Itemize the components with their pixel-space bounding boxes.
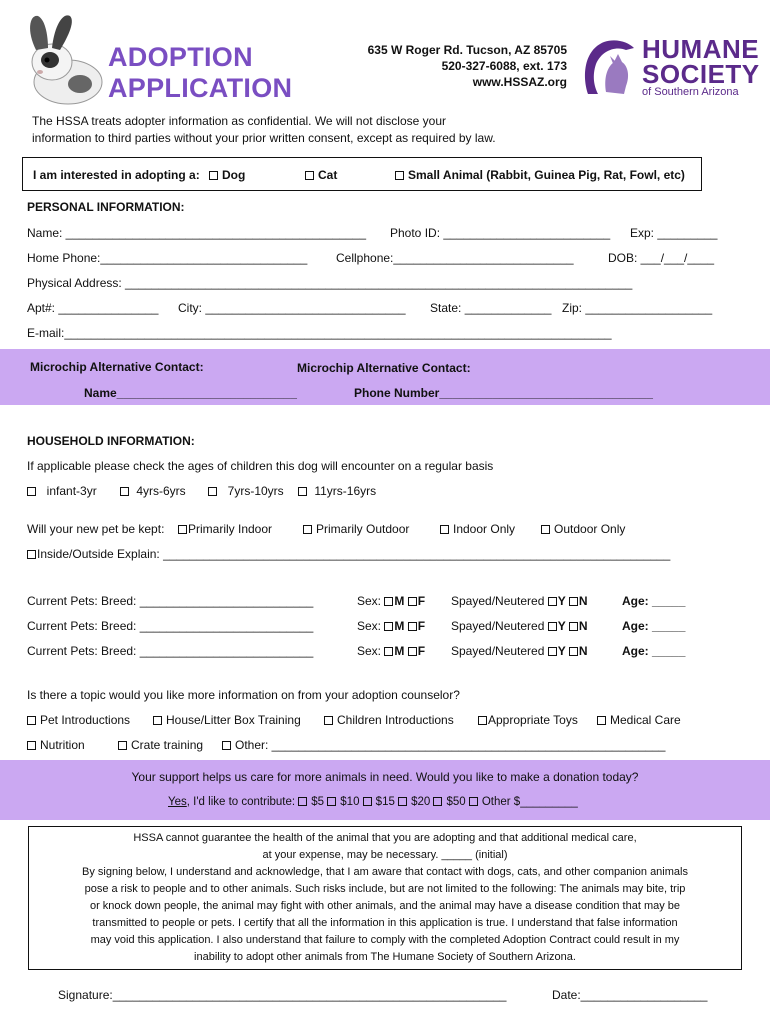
page-title bbox=[108, 42, 292, 104]
donation-5-label: $5 bbox=[311, 796, 325, 808]
legal-line-4: pose a risk to people and to other animals. Such risks include, but are not limited to the following: The animals may bite, trip bbox=[84, 883, 686, 895]
checkbox-icon[interactable] bbox=[303, 525, 312, 534]
kept-outdoor-only[interactable] bbox=[541, 522, 625, 536]
donation-yes: Yes bbox=[168, 796, 187, 808]
checkbox-icon[interactable] bbox=[408, 622, 417, 631]
rabbit-photo bbox=[22, 10, 104, 106]
checkbox-icon[interactable] bbox=[569, 597, 578, 606]
legal-line-2: at your expense, may be necessary. _____ (initial) bbox=[262, 849, 508, 861]
no-label: N bbox=[578, 594, 588, 608]
checkbox-icon[interactable] bbox=[324, 716, 333, 725]
primarily-indoor-label: Primarily Indoor bbox=[188, 522, 273, 536]
yes-label: Y bbox=[557, 619, 566, 633]
female-label: F bbox=[417, 594, 426, 608]
donation-50[interactable] bbox=[433, 796, 465, 808]
zip-field[interactable]: Zip: ___________________ bbox=[562, 301, 713, 315]
checkbox-icon[interactable] bbox=[469, 797, 478, 806]
house-training-label: House/Litter Box Training bbox=[166, 713, 301, 727]
photo-id-field[interactable]: Photo ID: _________________________ bbox=[390, 226, 611, 240]
primarily-outdoor-label: Primarily Outdoor bbox=[316, 522, 410, 536]
title-line-2: APPLICATION bbox=[108, 73, 293, 103]
yes-label: Y bbox=[557, 644, 566, 658]
male-label: M bbox=[394, 619, 405, 633]
logo-subtitle: of Southern Arizona bbox=[642, 86, 739, 98]
male-label: M bbox=[394, 644, 405, 658]
adoption-interest-box bbox=[22, 157, 702, 191]
donation-other[interactable] bbox=[469, 796, 578, 808]
outdoor-only-label: Outdoor Only bbox=[554, 522, 626, 536]
children-introductions-label: Children Introductions bbox=[337, 713, 454, 727]
topic-nutrition[interactable] bbox=[27, 738, 85, 752]
yes-label: Y bbox=[557, 594, 566, 608]
donation-prompt: Your support helps us care for more animals in need. Would you like to make a donation today? bbox=[131, 770, 639, 784]
microchip-label-1: Microchip Alternative Contact: bbox=[30, 360, 204, 374]
spayed-label: Spayed/Neutered bbox=[451, 644, 545, 658]
pet-row-1-spayed bbox=[451, 594, 588, 608]
checkbox-icon[interactable] bbox=[541, 525, 550, 534]
female-label: F bbox=[417, 619, 426, 633]
checkbox-icon[interactable] bbox=[569, 647, 578, 656]
name-field[interactable]: Name: _____________________________________________ bbox=[27, 226, 366, 240]
phone-number: 520-327-6088, ext. 173 bbox=[441, 59, 567, 73]
donation-50-label: $50 bbox=[446, 796, 466, 808]
pet-row-2-breed[interactable]: Current Pets: Breed: __________________________ bbox=[27, 619, 314, 633]
checkbox-icon[interactable] bbox=[27, 716, 36, 725]
apt-field[interactable]: Apt#: _______________ bbox=[27, 301, 159, 315]
age-infant[interactable] bbox=[27, 484, 97, 498]
pet-row-2-sex bbox=[357, 619, 425, 633]
address-block bbox=[368, 42, 567, 90]
topic-crate-training[interactable] bbox=[118, 738, 203, 752]
legal-line-1: HSSA cannot guarantee the health of the animal that you are adopting and that additional medical care, bbox=[133, 832, 637, 844]
no-label: N bbox=[578, 619, 588, 633]
street-address: 635 W Roger Rd. Tucson, AZ 85705 bbox=[367, 43, 567, 57]
donation-10[interactable] bbox=[327, 796, 359, 808]
medical-care-label: Medical Care bbox=[610, 713, 681, 727]
title-line-1: ADOPTION bbox=[108, 42, 253, 72]
checkbox-icon[interactable] bbox=[548, 597, 557, 606]
appropriate-toys-label: Appropriate Toys bbox=[488, 713, 578, 727]
donation-options bbox=[168, 796, 578, 808]
inside-outside-label: Inside/Outside Explain: ____________________________________________________________________________ bbox=[37, 547, 671, 561]
age-infant-label: infant-3yr bbox=[46, 484, 97, 498]
dog-label: Dog bbox=[222, 168, 246, 182]
pet-row-2-age[interactable]: Age: _____ bbox=[622, 619, 686, 633]
sex-label: Sex: bbox=[357, 619, 382, 633]
checkbox-icon[interactable] bbox=[327, 797, 336, 806]
legal-disclaimer-box bbox=[28, 826, 742, 970]
other-field: Other: ___________________________________________________________ bbox=[235, 738, 666, 752]
pet-row-2-spayed bbox=[451, 619, 588, 633]
cellphone-field[interactable]: Cellphone:___________________________ bbox=[336, 251, 574, 265]
state-field[interactable]: State: _____________ bbox=[430, 301, 552, 315]
male-label: M bbox=[394, 594, 405, 608]
interest-cat[interactable] bbox=[305, 168, 337, 182]
donation-15-label: $15 bbox=[375, 796, 395, 808]
legal-line-5: or knock down people, the animal may fight with other animals, and the animal may have a disease condition that may be bbox=[89, 900, 681, 912]
checkbox-icon[interactable] bbox=[478, 716, 487, 725]
interest-label: I am interested in adopting a: bbox=[33, 168, 200, 182]
topic-other[interactable] bbox=[222, 738, 665, 752]
email-field[interactable]: E-mail:__________________________________________________________________________________ bbox=[27, 326, 612, 340]
small-animal-label: Small Animal (Rabbit, Guinea Pig, Rat, Fowl, etc) bbox=[408, 168, 685, 182]
checkbox-icon[interactable] bbox=[433, 797, 442, 806]
age-11-16-label: 11yrs-16yrs bbox=[314, 484, 377, 498]
pet-row-3-breed[interactable]: Current Pets: Breed: __________________________ bbox=[27, 644, 314, 658]
female-label: F bbox=[417, 644, 426, 658]
checkbox-icon[interactable] bbox=[118, 741, 127, 750]
crate-training-label: Crate training bbox=[131, 738, 204, 752]
checkbox-icon[interactable] bbox=[178, 525, 187, 534]
topic-medical-care[interactable] bbox=[597, 713, 681, 727]
checkbox-icon[interactable] bbox=[27, 550, 36, 559]
pet-row-3-spayed bbox=[451, 644, 588, 658]
checkbox-icon[interactable] bbox=[408, 647, 417, 656]
age-7-10[interactable] bbox=[208, 484, 284, 498]
topics-question: Is there a topic would you like more information on from your adoption counselor? bbox=[27, 688, 460, 702]
checkbox-icon[interactable] bbox=[384, 597, 393, 606]
pet-row-3-age[interactable]: Age: _____ bbox=[622, 644, 686, 658]
pet-row-1-breed[interactable]: Current Pets: Breed: __________________________ bbox=[27, 594, 314, 608]
checkbox-icon[interactable] bbox=[597, 716, 606, 725]
checkbox-icon[interactable] bbox=[384, 647, 393, 656]
legal-line-6: transmitted to people or pets. I certify that all the information in this application is true. I understand that false information bbox=[92, 917, 678, 929]
donation-10-label: $10 bbox=[340, 796, 360, 808]
signature-field[interactable]: Signature:___________________________________________________________ bbox=[58, 988, 507, 1002]
legal-line-8: inability to adopt other animals from The Humane Society of Southern Arizona. bbox=[194, 951, 576, 963]
checkbox-icon[interactable] bbox=[408, 597, 417, 606]
exp-field[interactable]: Exp: _________ bbox=[630, 226, 718, 240]
pet-introductions-label: Pet Introductions bbox=[40, 713, 131, 727]
checkbox-icon[interactable] bbox=[548, 622, 557, 631]
microchip-name-field[interactable]: Name___________________________ bbox=[84, 386, 297, 400]
checkbox-icon[interactable] bbox=[395, 171, 404, 180]
pet-row-3-sex bbox=[357, 644, 425, 658]
topic-house-training[interactable] bbox=[153, 713, 301, 727]
checkbox-icon[interactable] bbox=[398, 797, 407, 806]
checkbox-icon[interactable] bbox=[298, 487, 307, 496]
checkbox-icon[interactable] bbox=[298, 797, 307, 806]
confidentiality-line-2: information to third parties without your prior written consent, except as required by law. bbox=[32, 131, 496, 145]
physical-address-field[interactable]: Physical Address: ____________________________________________________________________________ bbox=[27, 276, 633, 290]
checkbox-icon[interactable] bbox=[120, 487, 129, 496]
inside-outside-field[interactable] bbox=[27, 547, 670, 561]
legal-line-7: may void this application. I also understand that failure to comply with the completed Adoption Contract could result in my bbox=[90, 934, 680, 946]
age-7-10-label: 7yrs-10yrs bbox=[227, 484, 284, 498]
date-field[interactable]: Date:___________________ bbox=[552, 988, 708, 1002]
confidentiality-line-1: The HSSA treats adopter information as confidential. We will not disclose your bbox=[32, 114, 446, 128]
donation-contribute-label: , I'd like to contribute: bbox=[186, 796, 296, 808]
no-label: N bbox=[578, 644, 588, 658]
checkbox-icon[interactable] bbox=[569, 622, 578, 631]
city-field[interactable]: City: ______________________________ bbox=[178, 301, 406, 315]
cat-label: Cat bbox=[318, 168, 338, 182]
kept-indoor-only[interactable] bbox=[440, 522, 515, 536]
website: www.HSSAZ.org bbox=[472, 75, 567, 89]
donation-5[interactable] bbox=[298, 796, 324, 808]
home-phone-field[interactable]: Home Phone:_______________________________ bbox=[27, 251, 308, 265]
topic-appropriate-toys[interactable] bbox=[478, 713, 578, 727]
donation-20-label: $20 bbox=[411, 796, 431, 808]
age-4-6[interactable] bbox=[120, 484, 186, 498]
microchip-label-2: Microchip Alternative Contact: bbox=[297, 361, 471, 375]
donation-other-label: Other $_________ bbox=[481, 796, 578, 808]
checkbox-icon[interactable] bbox=[440, 525, 449, 534]
topic-pet-introductions[interactable] bbox=[27, 713, 130, 727]
personal-info-heading: PERSONAL INFORMATION: bbox=[27, 200, 185, 214]
donation-20[interactable] bbox=[398, 796, 430, 808]
interest-small-animal[interactable] bbox=[395, 168, 685, 182]
legal-line-3: By signing below, I understand and acknowledge, that I am aware that contact with dogs, cats, and other companion animals bbox=[82, 866, 688, 878]
checkbox-icon[interactable] bbox=[208, 487, 217, 496]
pet-row-1-sex bbox=[357, 594, 425, 608]
pet-row-1-age[interactable]: Age: _____ bbox=[622, 594, 686, 608]
children-question: If applicable please check the ages of children this dog will encounter on a regular basis bbox=[27, 459, 494, 473]
nutrition-label: Nutrition bbox=[40, 738, 85, 752]
humane-society-logo bbox=[580, 34, 760, 98]
household-heading: HOUSEHOLD INFORMATION: bbox=[27, 434, 195, 448]
microchip-phone-field[interactable]: Phone Number________________________________ bbox=[354, 386, 653, 400]
checkbox-icon[interactable] bbox=[27, 741, 36, 750]
age-4-6-label: 4yrs-6yrs bbox=[136, 484, 186, 498]
checkbox-icon[interactable] bbox=[209, 171, 218, 180]
kept-question: Will your new pet be kept: bbox=[27, 522, 165, 536]
donation-band bbox=[0, 760, 770, 820]
logo-society: SOCIETY bbox=[642, 59, 760, 89]
logo-humane: HUMANE bbox=[642, 34, 760, 64]
dog-cat-silhouette-icon bbox=[580, 36, 640, 98]
checkbox-icon[interactable] bbox=[153, 716, 162, 725]
spayed-label: Spayed/Neutered bbox=[451, 594, 545, 608]
kept-primarily-indoor[interactable] bbox=[178, 522, 272, 536]
checkbox-icon[interactable] bbox=[222, 741, 231, 750]
donation-15[interactable] bbox=[363, 796, 395, 808]
checkbox-icon[interactable] bbox=[27, 487, 36, 496]
age-11-16[interactable] bbox=[298, 484, 376, 498]
checkbox-icon[interactable] bbox=[363, 797, 372, 806]
sex-label: Sex: bbox=[357, 644, 382, 658]
spayed-label: Spayed/Neutered bbox=[451, 619, 545, 633]
interest-dog[interactable] bbox=[209, 168, 245, 182]
indoor-only-label: Indoor Only bbox=[453, 522, 516, 536]
sex-label: Sex: bbox=[357, 594, 382, 608]
checkbox-icon[interactable] bbox=[548, 647, 557, 656]
checkbox-icon[interactable] bbox=[305, 171, 314, 180]
checkbox-icon[interactable] bbox=[384, 622, 393, 631]
dob-field[interactable]: DOB: ___/___/____ bbox=[608, 251, 715, 265]
topic-children-introductions[interactable] bbox=[324, 713, 454, 727]
kept-primarily-outdoor[interactable] bbox=[303, 522, 409, 536]
